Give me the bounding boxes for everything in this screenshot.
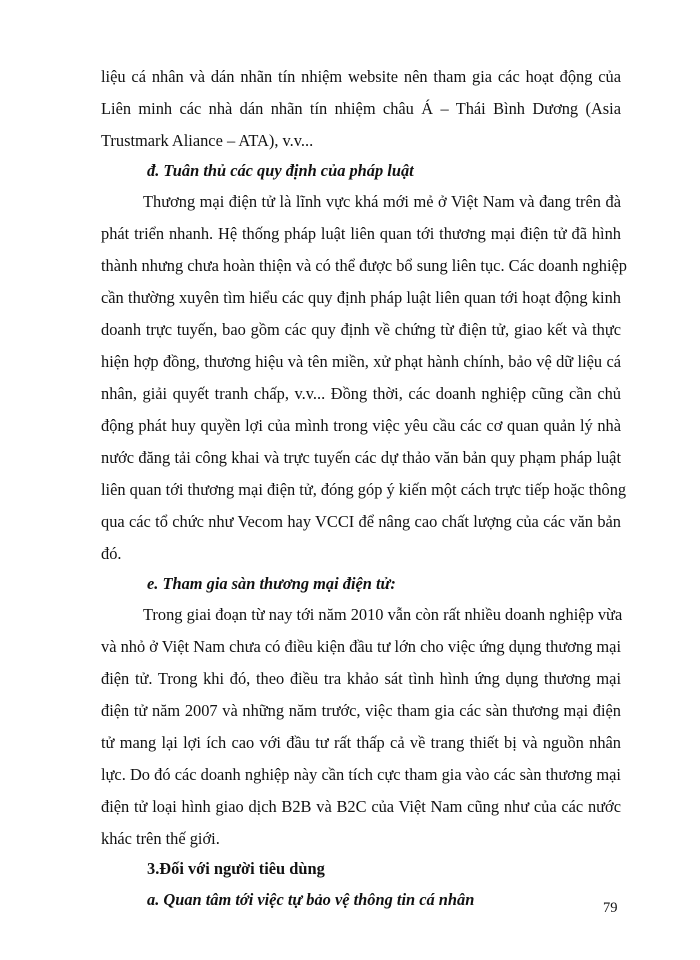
paragraph-line: khác trên thế giới. [101, 829, 220, 848]
paragraph-line: điện tử loại hình giao dịch B2B và B2C của Việt Nam cũng như của các nước [101, 797, 621, 816]
page-number: 79 [603, 900, 618, 916]
paragraph-line: đó. [101, 544, 122, 563]
paragraph-line: Trong giai đoạn từ nay tới năm 2010 vẫn còn rất nhiều doanh nghiệp vừa [143, 605, 623, 624]
paragraph-line: thành nhưng chưa hoàn thiện và có thể được bổ sung liên tục. Các doanh nghiệp [101, 256, 627, 275]
paragraph-line: Trustmark Aliance – ATA), v.v... [101, 131, 314, 150]
paragraph-line: và nhỏ ở Việt Nam chưa có điều kiện đầu tư lớn cho việc ứng dụng thương mại [101, 637, 621, 656]
paragraph-line: liệu cá nhân và dán nhãn tín nhiệm website nên tham gia các hoạt động của [101, 67, 621, 86]
paragraph-line: liên quan tới thương mại điện tử, đóng góp ý kiến một cách trực tiếp hoặc thông [101, 480, 627, 499]
paragraph-line: điện tử năm 2007 và những năm trước, việc tham gia các sàn thương mại điện [101, 701, 621, 720]
paragraph-line: doanh trực tuyến, bao gồm các quy định về chứng từ điện tử, giao kết và thực [101, 320, 621, 339]
section-heading-e: e. Tham gia sàn thương mại điện tử: [147, 574, 396, 593]
paragraph-line: tử mang lại lợi ích cao với đầu tư rất thấp cả về trang thiết bị và nguồn nhân [101, 733, 621, 752]
subsection-heading-a: a. Quan tâm tới việc tự bảo vệ thông tin cá nhân [147, 890, 475, 909]
paragraph-line: phát triển nhanh. Hệ thống pháp luật liên quan tới thương mại điện tử đã hình [101, 224, 621, 243]
paragraph-line: qua các tổ chức như Vecom hay VCCI để nâng cao chất lượng của các văn bản [101, 512, 621, 531]
paragraph-line: nhân, giải quyết tranh chấp, v.v... Đồng thời, các doanh nghiệp cũng cần chủ [101, 384, 621, 403]
paragraph-line: hiện hợp đồng, thương hiệu và tên miền, xử phạt hành chính, bảo vệ dữ liệu cá [101, 352, 621, 371]
paragraph-line: Liên minh các nhà dán nhãn tín nhiệm châu Á – Thái Bình Dương (Asia [101, 99, 621, 118]
paragraph-line: động phát huy quyền lợi của mình trong việc yêu cầu các cơ quan quản lý nhà [101, 416, 621, 435]
paragraph-line: cần thường xuyên tìm hiểu các quy định pháp luật liên quan tới hoạt động kinh [101, 288, 621, 307]
paragraph-line: lực. Do đó các doanh nghiệp này cần tích cực tham gia vào các sàn thương mại [101, 765, 621, 784]
section-heading-3: 3.Đối với người tiêu dùng [147, 859, 325, 878]
section-heading-d: đ. Tuân thủ các quy định của pháp luật [147, 161, 414, 180]
paragraph-line: nước đăng tải công khai và trực tuyến các dự thảo văn bản quy phạm pháp luật [101, 448, 621, 467]
paragraph-line: Thương mại điện tử là lĩnh vực khá mới mẻ ở Việt Nam và đang trên đà [143, 192, 621, 211]
paragraph-line: điện tử. Trong khi đó, theo điều tra khảo sát tình hình ứng dụng thương mại [101, 669, 621, 688]
